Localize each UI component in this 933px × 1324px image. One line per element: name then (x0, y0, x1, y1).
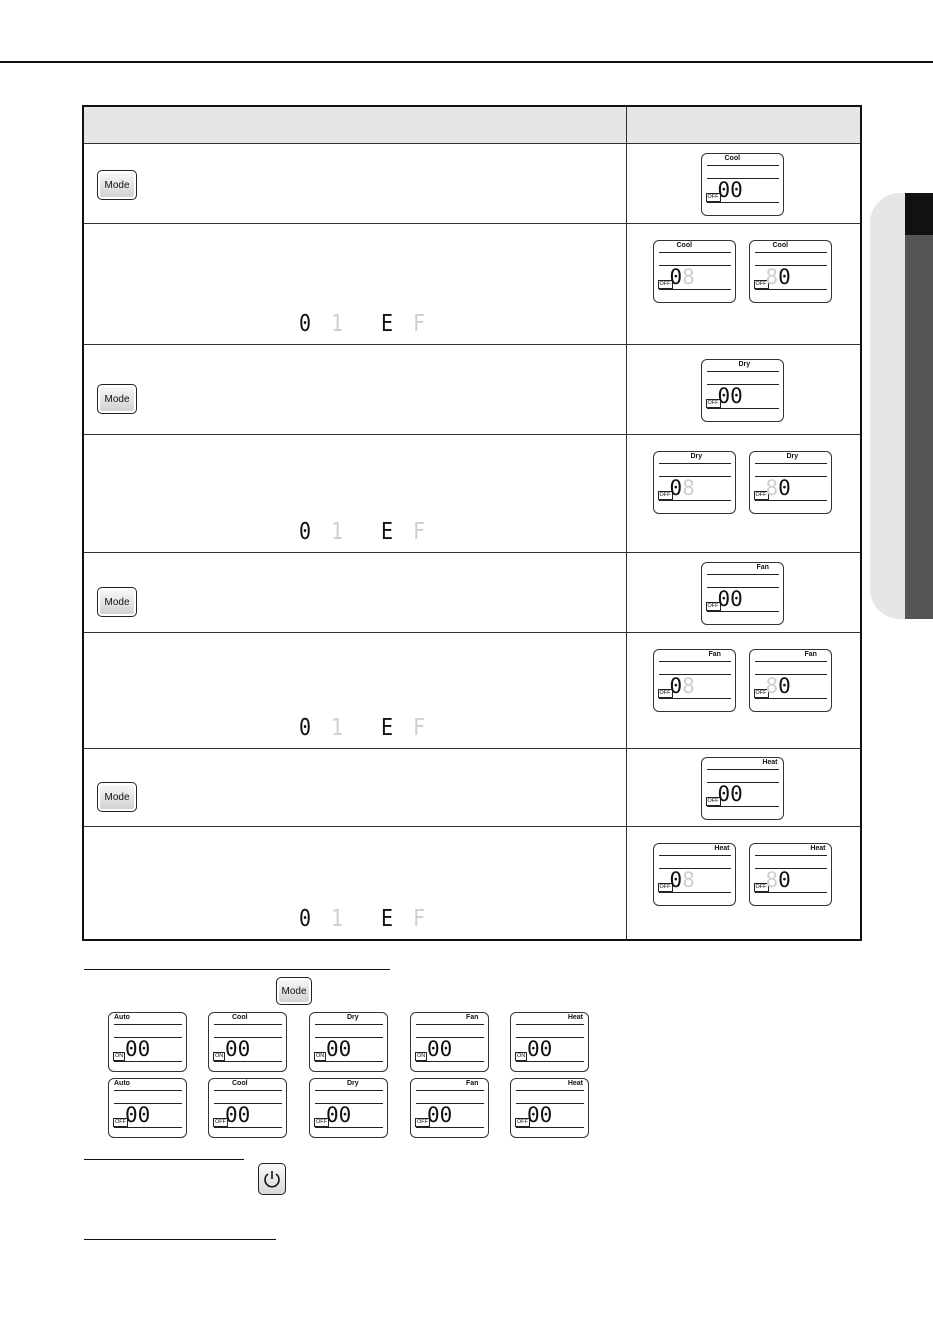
lcd-status-badge: OFF (115, 1119, 126, 1125)
lcd-mode-label: Dry (347, 1080, 359, 1087)
lcd-rule (659, 661, 731, 662)
lcd-digit: 0 (338, 1037, 352, 1061)
segment-char: E (381, 904, 394, 932)
step-cell (83, 827, 626, 940)
step-cell (83, 144, 626, 224)
lcd-panel (701, 153, 784, 216)
lcd-digit: 8 (682, 476, 695, 500)
lcd-panel (749, 649, 832, 712)
setting-steps-table (82, 105, 862, 941)
section-rule-3 (84, 1239, 276, 1240)
lcd-digit: 0 (717, 586, 731, 611)
lcd-status-badge: OFF (755, 690, 767, 696)
lcd-panel (701, 757, 784, 820)
lcd-digit: 0 (539, 1037, 553, 1061)
lcd-rule (516, 1024, 584, 1025)
step-cell (83, 224, 626, 345)
lcd-status-badge: ON (417, 1053, 426, 1059)
lcd-rule (516, 1127, 584, 1128)
lcd-mode-label: Dry (347, 1014, 359, 1021)
lcd-panel (701, 562, 784, 625)
lcd-digit: 0 (539, 1103, 553, 1127)
lcd-digit: 0 (669, 674, 683, 698)
segment-char: 1 (331, 904, 344, 932)
lcd-panel (510, 1012, 589, 1072)
lcd-rule (214, 1127, 282, 1128)
lcd-digits (527, 1104, 552, 1126)
lcd-panel (653, 649, 736, 712)
lcd-rule (114, 1061, 182, 1062)
lcd-rule (755, 892, 827, 893)
segment-char: E (381, 309, 394, 337)
lcd-rule (659, 892, 731, 893)
lcd-mode-label: Auto (114, 1014, 130, 1021)
lcd-rule (315, 1090, 383, 1091)
lcd-panel (410, 1012, 489, 1072)
lcd-panel (510, 1078, 589, 1138)
lcd-mode-label: Fan (756, 563, 769, 571)
display-cell (626, 553, 861, 633)
lcd-digit: 0 (125, 1103, 138, 1127)
lcd-mode-label: Cool (724, 154, 741, 162)
chapter-side-tab-marker (905, 193, 933, 235)
top-rule (0, 61, 933, 63)
lcd-digits (718, 179, 743, 201)
lcd-panel (410, 1078, 489, 1138)
lcd-status-badge: OFF (316, 1119, 327, 1125)
display-cell (626, 345, 861, 435)
mode-button-bottom[interactable]: Mode (276, 977, 312, 1005)
lcd-panel (701, 359, 784, 422)
lcd-digit: 8 (682, 265, 695, 289)
segment-char: F (413, 904, 426, 932)
lcd-status-badge: OFF (517, 1119, 528, 1125)
lcd-mode-label: Heat (810, 845, 826, 852)
lcd-digit: 0 (669, 868, 683, 892)
lcd-status-badge: OFF (707, 602, 719, 609)
lcd-rule (659, 500, 731, 501)
lcd-rule (516, 1090, 584, 1091)
lcd-panel (653, 843, 736, 906)
chapter-side-tab-dark (905, 193, 933, 619)
lcd-digit: 8 (682, 868, 695, 892)
lcd-digit: 0 (527, 1037, 540, 1061)
lcd-digit: 0 (730, 586, 743, 611)
lcd-rule (755, 252, 827, 253)
lcd-digit: 0 (717, 781, 731, 806)
lcd-status-badge: OFF (755, 281, 767, 287)
lcd-panel (749, 843, 832, 906)
lcd-rule (416, 1127, 484, 1128)
lcd-digit: 0 (527, 1103, 540, 1127)
segment-char: F (413, 309, 426, 337)
lcd-mode-label: Heat (714, 845, 730, 852)
segment-char: F (413, 713, 426, 741)
lcd-rule (707, 806, 779, 807)
mode-button[interactable]: Mode (97, 782, 137, 812)
lcd-digit: 0 (778, 265, 791, 289)
lcd-digit: 0 (225, 1037, 238, 1061)
lcd-digit: 8 (765, 265, 779, 289)
lcd-digit: 0 (730, 177, 743, 202)
power-button[interactable] (258, 1163, 286, 1195)
lcd-panel (749, 240, 832, 303)
lcd-status-badge: OFF (755, 884, 767, 890)
lcd-status-badge: OFF (755, 492, 767, 498)
lcd-panel (108, 1078, 187, 1138)
lcd-mode-label: Fan (708, 651, 721, 658)
lcd-mode-label: Fan (804, 651, 817, 658)
lcd-rule (707, 611, 779, 612)
lcd-digits (766, 477, 791, 499)
lcd-rule (315, 1024, 383, 1025)
display-cell (626, 827, 861, 940)
lcd-rule (755, 500, 827, 501)
lcd-rule (659, 855, 731, 856)
step-cell (83, 345, 626, 435)
lcd-rule (755, 661, 827, 662)
lcd-rule (659, 289, 731, 290)
lcd-status-badge: OFF (417, 1119, 428, 1125)
lcd-panel (208, 1012, 287, 1072)
lcd-status-badge: ON (316, 1053, 325, 1059)
lcd-rule (659, 698, 731, 699)
lcd-digit: 0 (137, 1037, 151, 1061)
lcd-status-badge: OFF (659, 690, 671, 696)
lcd-digit: 8 (682, 674, 695, 698)
lcd-rule (416, 1090, 484, 1091)
lcd-digits (225, 1038, 250, 1060)
header-display (626, 106, 861, 144)
display-cell (626, 633, 861, 749)
lcd-digits (427, 1104, 452, 1126)
lcd-status-badge: OFF (659, 884, 671, 890)
lcd-mode-label: Cool (772, 242, 789, 249)
lcd-digits (125, 1104, 150, 1126)
segment-char: 1 (331, 713, 344, 741)
lcd-mode-label: Cool (232, 1014, 248, 1021)
lcd-digit: 0 (717, 383, 731, 408)
lcd-digits (670, 477, 695, 499)
lcd-digits (527, 1038, 552, 1060)
segment-char: 0 (299, 713, 312, 741)
lcd-digit: 0 (730, 781, 743, 806)
lcd-digits (766, 266, 791, 288)
lcd-digits (766, 675, 791, 697)
lcd-digit: 0 (237, 1103, 251, 1127)
lcd-digit: 0 (439, 1037, 453, 1061)
segment-char: E (381, 517, 394, 545)
lcd-digit: 0 (338, 1103, 352, 1127)
lcd-rule (707, 408, 779, 409)
segment-char: 0 (299, 904, 312, 932)
lcd-rule (755, 698, 827, 699)
lcd-digit: 0 (439, 1103, 453, 1127)
step-cell (83, 749, 626, 827)
lcd-digit: 8 (765, 868, 779, 892)
lcd-digits (670, 675, 695, 697)
section-rule-1 (84, 969, 390, 970)
lcd-status-badge: OFF (707, 797, 719, 804)
lcd-status-badge: OFF (659, 492, 671, 498)
lcd-digits (718, 783, 743, 805)
lcd-panel (108, 1012, 187, 1072)
lcd-digit: 0 (669, 265, 683, 289)
lcd-digit: 0 (225, 1103, 238, 1127)
lcd-panel (309, 1012, 388, 1072)
lcd-status-badge: OFF (707, 193, 719, 200)
lcd-digit: 0 (125, 1037, 138, 1061)
lcd-rule (114, 1024, 182, 1025)
lcd-digit: 0 (137, 1103, 151, 1127)
lcd-rule (214, 1024, 282, 1025)
lcd-mode-label: Fan (466, 1080, 479, 1087)
lcd-mode-label: Heat (567, 1080, 583, 1087)
lcd-mode-label: Dry (738, 360, 751, 368)
segment-char: F (413, 517, 426, 545)
lcd-digit: 0 (669, 476, 683, 500)
lcd-rule (707, 371, 779, 372)
step-cell (83, 435, 626, 553)
mode-button[interactable]: Mode (97, 384, 137, 414)
segment-char: E (381, 713, 394, 741)
lcd-mode-label: Fan (466, 1014, 479, 1021)
segment-char: 1 (331, 517, 344, 545)
lcd-panel (208, 1078, 287, 1138)
mode-button[interactable]: Mode (97, 587, 137, 617)
lcd-digits (670, 869, 695, 891)
lcd-mode-label: Dry (786, 453, 799, 460)
mode-button[interactable]: Mode (97, 170, 137, 200)
lcd-panel (653, 451, 736, 514)
segment-char: 1 (331, 309, 344, 337)
lcd-digit: 0 (717, 177, 731, 202)
lcd-digit: 0 (326, 1103, 339, 1127)
lcd-rule (214, 1061, 282, 1062)
lcd-rule (416, 1061, 484, 1062)
segment-char: 0 (299, 309, 312, 337)
lcd-digit: 8 (765, 674, 779, 698)
lcd-mode-label: Auto (114, 1080, 130, 1087)
lcd-status-badge: ON (115, 1053, 124, 1059)
lcd-digits (225, 1104, 250, 1126)
step-cell (83, 553, 626, 633)
lcd-digits (326, 1104, 351, 1126)
lcd-digits (718, 588, 743, 610)
lcd-rule (114, 1090, 182, 1091)
lcd-rule (707, 202, 779, 203)
power-icon (263, 1169, 281, 1189)
lcd-digit: 0 (427, 1037, 440, 1061)
display-cell (626, 435, 861, 553)
lcd-digit: 8 (765, 476, 779, 500)
lcd-panel (653, 240, 736, 303)
lcd-rule (416, 1024, 484, 1025)
step-cell (83, 633, 626, 749)
lcd-status-badge: OFF (707, 399, 719, 406)
section-rule-2 (84, 1159, 244, 1160)
lcd-status-badge: ON (215, 1053, 224, 1059)
lcd-status-badge: ON (517, 1053, 526, 1059)
lcd-digits (125, 1038, 150, 1060)
lcd-mode-label: Dry (690, 453, 703, 460)
lcd-rule (516, 1061, 584, 1062)
lcd-rule (315, 1061, 383, 1062)
lcd-rule (315, 1127, 383, 1128)
display-cell (626, 224, 861, 345)
lcd-rule (659, 463, 731, 464)
lcd-digit: 0 (730, 383, 743, 408)
lcd-mode-label: Heat (567, 1014, 583, 1021)
lcd-rule (707, 574, 779, 575)
lcd-mode-label: Heat (762, 758, 778, 766)
lcd-digits (766, 869, 791, 891)
lcd-rule (707, 769, 779, 770)
display-cell (626, 144, 861, 224)
lcd-status-badge: OFF (659, 281, 671, 287)
lcd-mode-label: Cool (232, 1080, 248, 1087)
lcd-rule (659, 252, 731, 253)
lcd-digits (427, 1038, 452, 1060)
lcd-digits (718, 385, 743, 407)
lcd-rule (755, 289, 827, 290)
lcd-digit: 0 (778, 674, 791, 698)
lcd-digit: 0 (778, 868, 791, 892)
lcd-rule (114, 1127, 182, 1128)
lcd-mode-label: Cool (676, 242, 693, 249)
lcd-digit: 0 (778, 476, 791, 500)
lcd-digit: 0 (427, 1103, 440, 1127)
lcd-panel (749, 451, 832, 514)
lcd-panel (309, 1078, 388, 1138)
lcd-digit: 0 (326, 1037, 339, 1061)
lcd-digit: 0 (237, 1037, 251, 1061)
lcd-rule (755, 463, 827, 464)
lcd-digits (326, 1038, 351, 1060)
lcd-rule (707, 165, 779, 166)
header-procedure (83, 106, 626, 144)
display-cell (626, 749, 861, 827)
lcd-status-badge: OFF (215, 1119, 226, 1125)
segment-char: 0 (299, 517, 312, 545)
lcd-digits (670, 266, 695, 288)
lcd-rule (214, 1090, 282, 1091)
lcd-rule (755, 855, 827, 856)
